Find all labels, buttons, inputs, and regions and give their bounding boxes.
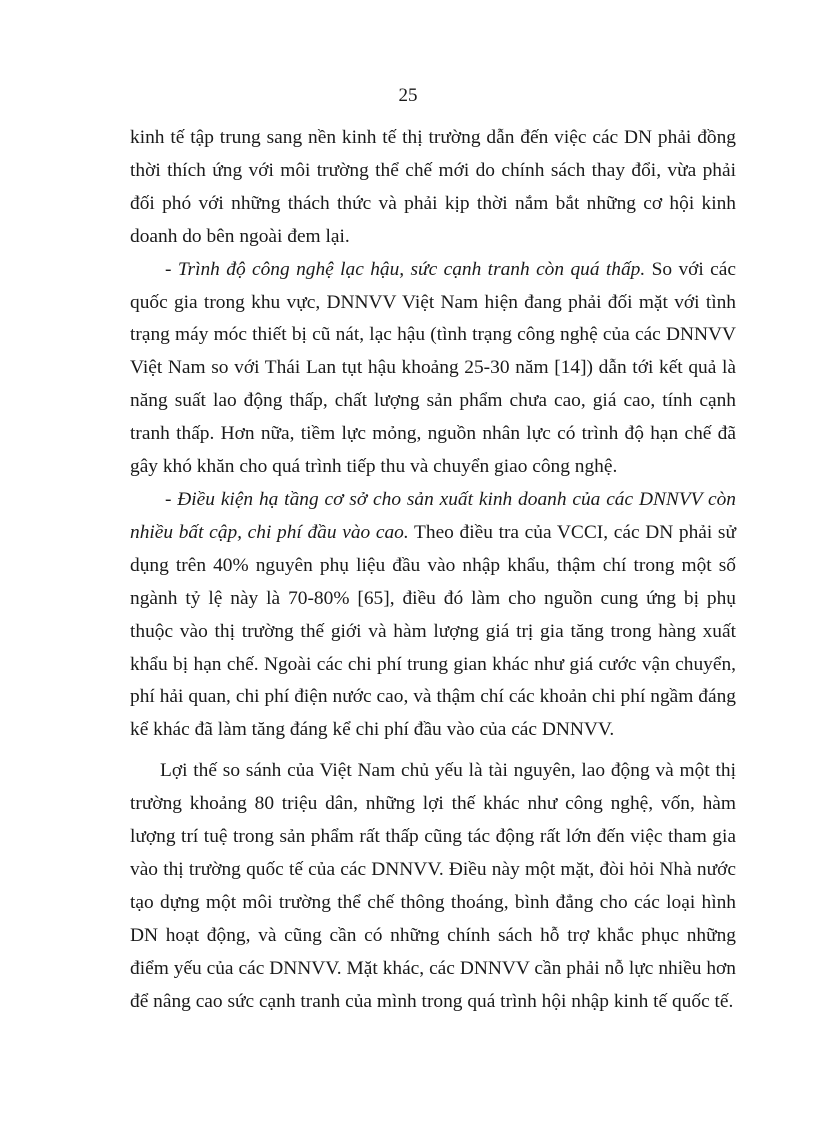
paragraph-comparative-advantage: Lợi thế so sánh của Việt Nam chủ yếu là tài nguyên, lao động và một thị trường khoảng 80 triệu dân, những lợi thế khác như công nghệ, vốn, hàm lượng trí tuệ trong sản phẩm rất thấp cũng tác động rất lớn đến việc tham gia vào thị trường quốc tế của các DNNVV. Điều này một mặt, đòi hỏi Nhà nước tạo dựng một môi trường thể chế thông thoáng, bình đẳng cho các loại hình DN hoạt động, và cũng cần có những chính sách hỗ trợ khắc phục những điểm yếu của các DNNVV. Mặt khác, các DNNVV cần phải nỗ lực nhiều hơn để nâng cao sức cạnh tranh của mình trong quá trình hội nhập kinh tế quốc tế. [130, 760, 736, 1012]
paragraph-technology-text: So với các quốc gia trong khu vực, DNNVV Việt Nam hiện đang phải đối mặt với tình trạng máy móc thiết bị cũ nát, lạc hậu (tình trạng công nghệ của các DNNVV Việt Nam so với Thái Lan tụt hậu khoảng 25-30 năm [14]) dẫn tới kết quả là năng suất lao động thấp, chất lượng sản phẩm chưa cao, giá cao, tính cạnh tranh thấp. Hơn nữa, tiềm lực mỏng, nguồn nhân lực có trình độ hạn chế đã gây khó khăn cho quá trình tiếp thu và chuyển giao công nghệ. [130, 258, 736, 478]
paragraph-technology-heading: - Trình độ công nghệ lạc hậu, sức cạnh tranh còn quá thấp. [165, 258, 646, 280]
paragraph-infrastructure [130, 484, 736, 747]
paragraph-technology [130, 254, 736, 484]
paragraph-infrastructure-text: Theo điều tra của VCCI, các DN phải sử dụng trên 40% nguyên phụ liệu đầu vào nhập khẩu, thậm chí trong một số ngành tỷ lệ này là 70-80% [65], điều đó làm cho nguồn cung ứng bị phụ thuộc vào thị trường thế giới và hàm lượng giá trị gia tăng trong hàng xuất khẩu bị hạn chế. Ngoài các chi phí trung gian khác như giá cước vận chuyển, phí hải quan, chi phí điện nước cao, và thậm chí các khoản chi phí ngầm đáng kể khác đã làm tăng đáng kể chi phí đầu vào của các DNNVV. [130, 521, 736, 741]
paragraph-continued: kinh tế tập trung sang nền kinh tế thị trường dẫn đến việc các DN phải đồng thời thích ứng với môi trường thể chế mới do chính sách thay đổi, vừa phải đối phó với những thách thức và phải kịp thời nắm bắt những cơ hội kinh doanh do bên ngoài đem lại. [130, 127, 736, 247]
paragraph-infrastructure-heading: - Điều kiện hạ tầng cơ sở cho sản xuất kinh doanh của các DNNVV còn nhiều bất cập, chi phí đầu vào cao. [130, 488, 736, 543]
document-body [130, 122, 736, 1018]
page-number: 25 [398, 85, 418, 106]
